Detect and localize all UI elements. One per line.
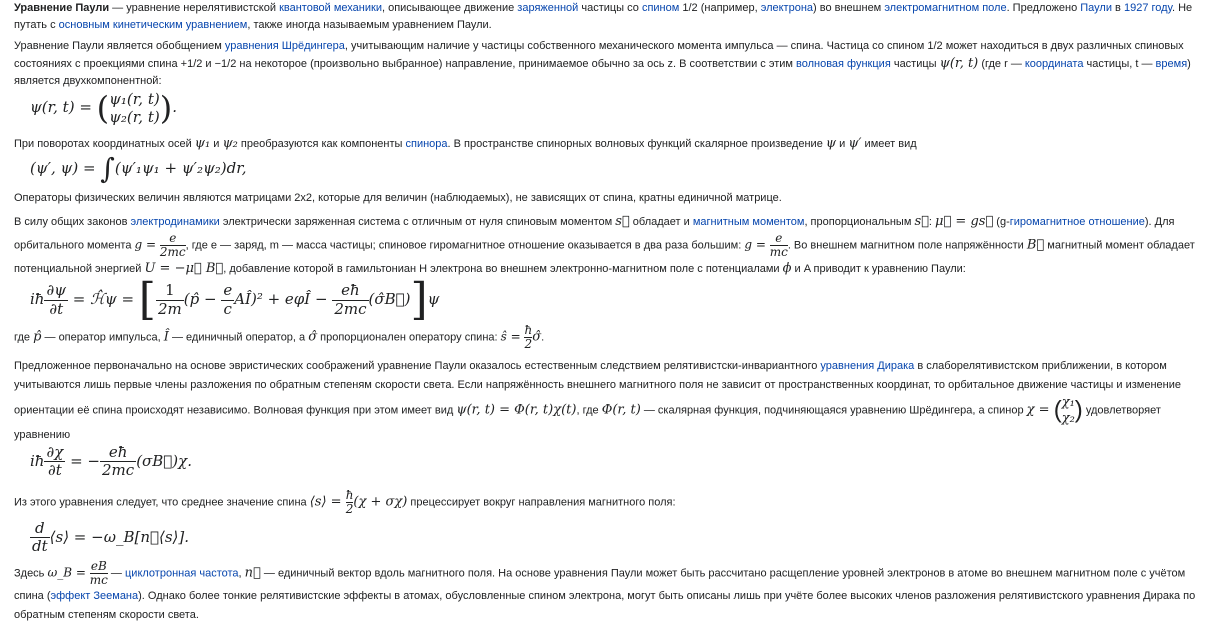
spinor-vector: [1062, 395, 1075, 426]
link-quantum-mechanics[interactable]: квантовой механики: [279, 2, 382, 14]
eq-lhs: iħ: [30, 290, 45, 308]
link-pauli[interactable]: Паули: [1080, 2, 1112, 14]
text: ). Однако более тонкие релятивистские эффекты в атомах, обусловленные спином электрона, могут быть описаны лишь при учёте более высоких членов разложения релятивистского уравнения Дирака по обратным степеням скорости света.: [14, 590, 1196, 622]
math-inline: Φ(r, t): [601, 402, 641, 418]
frac-num: 1: [156, 282, 184, 300]
text: Из этого уравнения следует, что среднее значение спина: [14, 496, 310, 509]
text: — единичный вектор вдоль магнитного поля. На основе уравнения Паули может быть рассчитано расщепление уровней электронов в атоме во внешнем магнитном поле с учётом спина (: [14, 567, 1186, 603]
math-inline: σ̂: [308, 329, 318, 345]
frac-num: e: [160, 232, 186, 246]
math-inline: s⃗: [914, 214, 929, 229]
frac-den: 2mc: [334, 299, 367, 318]
link-em-field[interactable]: электромагнитном поле: [884, 2, 1007, 14]
paren-right: ): [1074, 396, 1083, 424]
math-inline: g =: [744, 237, 770, 252]
text: 1/2 (например,: [679, 2, 761, 14]
link-electrodynamics[interactable]: электродинамики: [130, 216, 220, 228]
eq-mid: = ℋ̂ψ =: [68, 290, 139, 308]
text: — оператор импульса,: [41, 331, 164, 344]
text: При поворотах координатных осей: [14, 138, 195, 150]
fraction-e-mc: [770, 232, 788, 259]
math-inline: ψ(r, t): [939, 56, 979, 71]
link-magnetic-moment[interactable]: магнитным моментом: [692, 216, 805, 228]
bracket-left: [: [138, 274, 156, 325]
text: .: [541, 331, 545, 344]
vector-top: χ₁: [1061, 395, 1075, 410]
text: . Во внешнем магнитном поле напряжённости: [787, 239, 1027, 252]
fraction-eh-2mc: [332, 282, 368, 318]
text: Предложенное первоначально на основе эвристических соображений уравнение Паули оказалось естественным следствием релятивистски-инвариантного: [14, 360, 821, 372]
link-wave-function[interactable]: волновая функция: [796, 58, 891, 70]
text: ,: [238, 567, 245, 580]
frac-den: c: [223, 299, 232, 318]
math-inline: ψ₂: [222, 136, 238, 151]
text: — уравнение нерелятивистской: [109, 2, 280, 14]
text: ) является двухкомпонентной:: [14, 58, 1191, 87]
text: и: [836, 138, 849, 150]
equation-spinor: [30, 444, 192, 480]
paragraph-generalization: [14, 38, 1199, 90]
paragraph-rotation: [14, 135, 1199, 153]
text: — единичный оператор, а: [168, 331, 309, 344]
text: :: [928, 216, 936, 228]
fraction-d-dt: [30, 520, 50, 556]
text: Здесь: [14, 567, 48, 580]
math-inline: ψ₁: [194, 136, 211, 151]
eq-rhs: ⟨s⟩ = −ω_B[n⃗⟨s⟩].: [49, 527, 190, 546]
integral-sign: ∫: [100, 152, 115, 185]
frac-num: ∂χ: [46, 443, 64, 461]
paragraph-dirac-limit: [14, 357, 1199, 445]
vector-bottom: ψ₂(r, t): [109, 108, 160, 126]
column-vector: [109, 90, 160, 126]
text: частицы, t —: [1083, 58, 1156, 70]
text: , добавление которой в гамильтониан H электрона во внешнем электронно-магнитном поле с потенциалами: [223, 263, 783, 276]
text: . Не путать с: [14, 2, 1193, 31]
text: ) во внешнем: [813, 2, 885, 14]
link-coordinate[interactable]: координата: [1024, 58, 1084, 70]
paren-right: ): [159, 89, 173, 127]
eq-rhs: (ψ′₁ψ₁ + ψ′₂ψ₂)dr,: [114, 159, 247, 177]
link-kinetic-equation[interactable]: основным кинетическим уравнением: [58, 19, 248, 31]
frac-den: 2mc: [159, 245, 186, 260]
text: . В пространстве спинорных волновых функций скалярное произведение: [447, 138, 826, 150]
text: прецессирует вокруг направления магнитного поля:: [407, 496, 676, 509]
text: —: [107, 567, 125, 580]
text: магнитный момент обладает потенциальной энергией: [14, 239, 1195, 276]
math-inline: ⟨s⟩ =: [309, 494, 346, 510]
paragraph-operators: [14, 190, 1199, 207]
link-electron[interactable]: электрона: [760, 2, 814, 14]
eq-lhs: (ψ′, ψ) =: [30, 159, 101, 177]
paragraph-cyclotron: [14, 560, 1199, 625]
frac-den: 2: [345, 502, 354, 517]
math-inline: ŝ =: [500, 329, 525, 344]
text: электрически заряженная система с отличным от нуля спиновым моментом: [219, 216, 616, 228]
link-time[interactable]: время: [1155, 58, 1188, 70]
math-inline: ϕ: [782, 261, 792, 277]
link-dirac-equation[interactable]: уравнения Дирака: [820, 360, 915, 372]
fraction-eB-mc: [90, 560, 108, 587]
eq-end: .: [172, 98, 177, 116]
paren-left: (: [1053, 396, 1062, 424]
frac-den: 2: [524, 337, 533, 352]
text: В силу общих законов: [14, 216, 131, 228]
text: пропорционален оператору спина:: [317, 331, 501, 344]
fraction-1-2m: [156, 282, 184, 318]
math-inline: σ̂: [532, 329, 542, 345]
text: Операторы физических величин являются матрицами 2х2, которые для величин (наблюдаемых), не зависящих от спина, кратны единичной матрице.: [14, 192, 782, 204]
eq-part: (p̂ −: [183, 290, 222, 308]
math-inline: s⃗: [615, 214, 630, 229]
vector-top: ψ₁(r, t): [109, 90, 160, 108]
math-inline: χ =: [1026, 402, 1054, 418]
text: частицы со: [578, 2, 642, 14]
text: (g-: [993, 216, 1010, 228]
text: обладает и: [629, 216, 693, 228]
math-inline: p̂: [33, 329, 42, 345]
text: , где e — заряд, m — масса частицы; спиновое гиромагнитное отношение оказывается в два раза большим:: [185, 239, 745, 252]
eq-mid: = −: [65, 451, 101, 470]
text: где: [14, 331, 34, 344]
frac-den: ∂t: [48, 461, 62, 480]
text: и: [210, 138, 223, 150]
math-inline: μ⃗ = gs⃗: [935, 214, 994, 229]
text: частицы: [890, 58, 940, 70]
equation-pauli: [30, 274, 440, 325]
frac-num: d: [30, 520, 50, 538]
text: . Предложено: [1006, 2, 1081, 14]
text: Уравнение Паули является обобщением: [14, 40, 225, 52]
frac-num: ħ: [345, 488, 354, 502]
link-year-1927[interactable]: 1927 году: [1123, 2, 1172, 14]
math-inline: n⃗: [244, 565, 261, 581]
link-schrodinger-equation[interactable]: уравнения Шрёдингера: [224, 40, 345, 52]
text: — скалярная функция, подчиняющаяся уравнению Шрёдингера, а спинор: [640, 404, 1027, 417]
frac-num: eħ: [100, 444, 136, 462]
text: , пропорциональным: [804, 216, 915, 228]
text: (где r —: [978, 58, 1025, 70]
bracket-right: ]: [410, 274, 428, 325]
frac-den: mc: [89, 573, 108, 588]
text: , описывающее движение: [381, 2, 518, 14]
paragraph-magnetic-moment: [14, 212, 1199, 279]
link-spin[interactable]: спином: [641, 2, 680, 14]
equation-scalar-product: [30, 152, 247, 185]
paragraph-operator-definitions: [14, 324, 1199, 351]
frac-den: mc: [769, 245, 788, 260]
frac-num: e: [770, 232, 788, 246]
fraction-e-c: [221, 282, 234, 318]
math-inline: ψ(r, t) = Φ(r, t)χ(t): [456, 402, 577, 418]
equation-precession: [30, 520, 189, 556]
frac-num: eB: [90, 559, 107, 573]
paren-left: (: [96, 89, 110, 127]
math-inline: B⃗: [1026, 237, 1045, 253]
text: в слаборелятивистском приближении, в котором учитываются лишь первые члены разложения по обратным степеням скорости света. Если напряжённость внешнего магнитного поля не зависит от пространственных координат, то орбитальное движение частицы и изменение ориентации её спина происходят независимо. Волновая функция при этом имеет вид: [14, 360, 1181, 417]
frac-den: ∂t: [49, 299, 64, 318]
fraction-partial-chi: [44, 444, 65, 480]
frac-num: eħ: [332, 282, 368, 300]
eq-part: AÎ)² + eφÎ −: [234, 290, 333, 308]
frac-den: 2mc: [102, 461, 135, 480]
frac-den: 2m: [157, 299, 182, 318]
link-gyromagnetic-ratio[interactable]: гиромагнитное отношение: [1009, 216, 1145, 228]
text: удовлетворяет уравнению: [14, 404, 1161, 442]
math-inline: U = −μ⃗ B⃗: [144, 261, 224, 277]
text: , также иногда называемым уравнением Паули.: [247, 19, 492, 31]
link-cyclotron-frequency[interactable]: циклотронная частота: [125, 567, 239, 580]
math-inline: g =: [134, 237, 160, 252]
math-inline: ψ: [825, 136, 837, 151]
fraction-e-2mc: [160, 232, 186, 259]
link-zeeman-effect[interactable]: эффект Зеемана: [50, 590, 139, 603]
text: в: [1112, 2, 1124, 14]
math-inline: ψ′: [848, 136, 862, 151]
eq-lhs: ψ(r, t) =: [30, 98, 97, 116]
text: , учитывающим наличие у частицы собственного механического момента импульса — спина. Частица со спином 1/2 может находиться в двух различных спиновых состояниях с проекциями спина +1/2 и −1/2 на некоторое (произвольно выбранное) направление, принимаемое обычно за ось z. В соответствии с этим: [14, 40, 1184, 70]
article-term: Уравнение Паули: [14, 2, 110, 14]
vector-bottom: χ₂: [1061, 410, 1075, 426]
text: имеет вид: [861, 138, 917, 150]
frac-den: dt: [32, 537, 48, 556]
text: ). Для орбитального момента: [14, 216, 1175, 252]
eq-end: ψ: [427, 290, 440, 308]
link-charged[interactable]: заряженной: [517, 2, 579, 14]
text: преобразуются как компоненты: [237, 138, 406, 150]
paragraph-precession: [14, 489, 1199, 516]
eq-part: (σ̂B⃗): [368, 290, 411, 308]
text: , где: [576, 404, 602, 417]
text: и A приводит к уравнению Паули:: [791, 263, 966, 276]
math-inline: ω_B =: [47, 565, 90, 580]
frac-num: ħ: [524, 323, 533, 337]
intro-paragraph: [14, 0, 1199, 34]
equation-two-component: [30, 90, 177, 126]
eq-lhs: iħ: [30, 451, 45, 470]
math-inline: (χ + σχ): [353, 494, 408, 510]
frac-num: e: [223, 281, 233, 300]
frac-num: ∂ψ: [46, 281, 66, 300]
eq-end: (σB⃗)χ.: [136, 451, 193, 470]
fraction-partial-psi: [44, 282, 68, 318]
fraction-eh-2mc: [100, 444, 136, 480]
link-spinor[interactable]: спинора: [405, 138, 448, 150]
math-inline: Î: [163, 329, 169, 345]
